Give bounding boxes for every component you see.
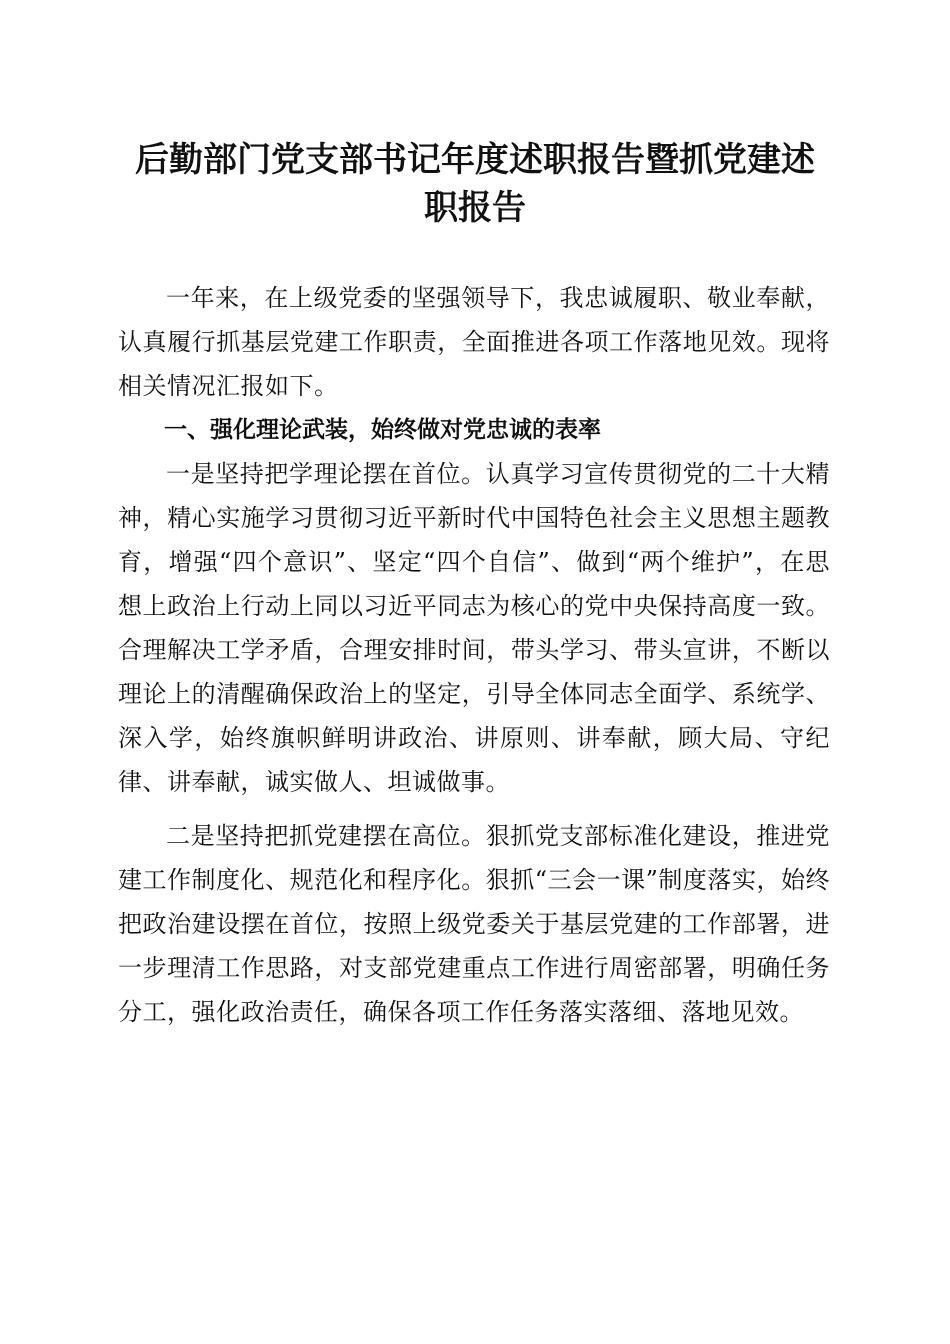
document-body <box>118 276 830 1034</box>
section-heading-text: 一、强化理论武装，始终做对党忠诚的表率 <box>164 417 601 443</box>
title-line-1: 后勤部门党支部书记年度述职报告暨抓党建述 <box>135 140 815 180</box>
document-title <box>110 136 840 232</box>
paragraph-text: 认真学习宣传贯彻党的二十大精神，精心实施学习贯彻习近平新时代中国特色社会主义思想主题教育，增强“四个意识”、坚定“四个自信”、做到“两个维护”，在思想上政治上行动上同以习近平同志为核心的党中央保持高度一致。合理解决工学矛盾，合理安排时间，带头学习、带头宣讲，不断以理论上的清醒确保政治上的坚定，引导全体同志全面学、系统学、深入学，始终旗帜鲜明讲政治、讲原则、讲奉献，顾大局、守纪律、讲奉献，诚实做人、坦诚做事。 <box>118 460 830 796</box>
section-heading-1 <box>118 408 830 452</box>
intro-paragraph <box>118 276 830 408</box>
intro-text: 一年来，在上级党委的坚强领导下，我忠诚履职、敬业奉献，认真履行抓基层党建工作职责，全面推进各项工作落地见效。现将相关情况汇报如下。 <box>118 284 830 400</box>
paragraph-party-building <box>118 814 830 1034</box>
paragraph-text: 狠抓党支部标准化建设，推进党建工作制度化、规范化和程序化。狠抓“三会一课”制度落实，始终把政治建设摆在首位，按照上级党委关于基层党建的工作部署，进一步理清工作思路，对支部党建重点工作进行周密部署，明确任务分工，强化政治责任，确保各项工作任务落实落细、落地见效。 <box>118 822 830 1026</box>
paragraph-lead: 一是坚持把学理论摆在首位。 <box>166 460 486 488</box>
paragraph-theory-study <box>118 452 830 804</box>
paragraph-lead: 二是坚持把抓党建摆在高位。 <box>166 822 486 850</box>
title-line-2: 职报告 <box>424 188 526 228</box>
